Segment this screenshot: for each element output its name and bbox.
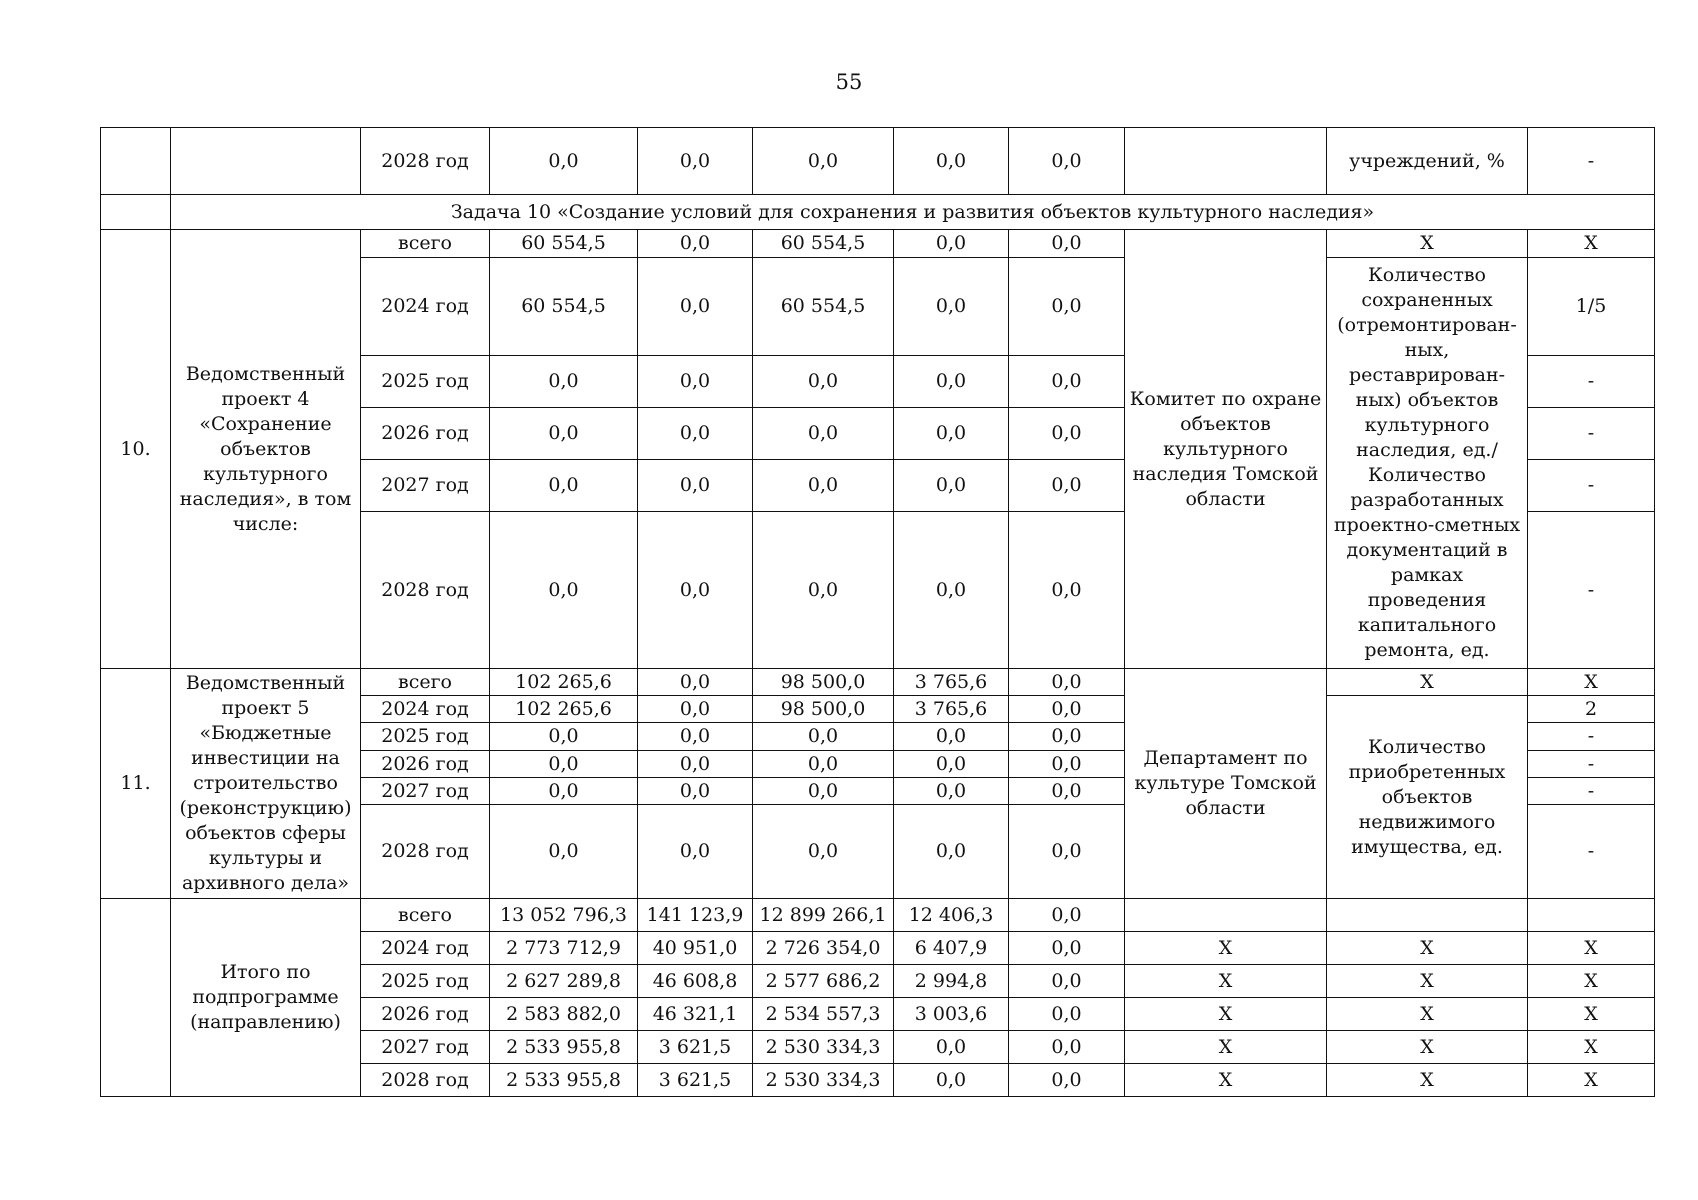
value-cell: 0,0	[1009, 965, 1125, 998]
value-cell: 98 500,0	[753, 696, 894, 723]
row-number: 10.	[101, 230, 171, 669]
target-cell: 1/5	[1528, 258, 1655, 356]
x-cell: X	[1125, 998, 1327, 1031]
value-cell: 2 533 955,8	[490, 1064, 638, 1097]
target-cell: -	[1528, 778, 1655, 805]
value-cell: 0,0	[638, 723, 753, 751]
value-cell: 0,0	[894, 230, 1009, 258]
value-cell: 46 608,8	[638, 965, 753, 998]
value-cell: 2 994,8	[894, 965, 1009, 998]
value-cell: 0,0	[1009, 751, 1125, 778]
value-cell: 2 583 882,0	[490, 998, 638, 1031]
indicator-cell: Количество сохраненных (отремонтирован-ных, реставрирован-ных) объектов культурного наследия, ед./ Количество разработанных проектно-сметных документаций в рамках проведения капитального ремонта, ед.	[1327, 258, 1528, 669]
value-cell: 0,0	[490, 751, 638, 778]
value-cell: 102 265,6	[490, 696, 638, 723]
value-cell: 0,0	[753, 723, 894, 751]
indicator-cell: учреждений, %	[1327, 128, 1528, 195]
value-cell: 0,0	[753, 408, 894, 460]
value-cell: 3 621,5	[638, 1064, 753, 1097]
task-title: Задача 10 «Создание условий для сохранения и развития объектов культурного наследия»	[171, 195, 1655, 230]
value-cell: 2 530 334,3	[753, 1031, 894, 1064]
value-cell: 0,0	[638, 258, 753, 356]
value-cell: 3 621,5	[638, 1031, 753, 1064]
value-cell: 0,0	[894, 408, 1009, 460]
value-cell: 0,0	[490, 805, 638, 899]
value-cell: 60 554,5	[753, 258, 894, 356]
value-cell: 0,0	[894, 1031, 1009, 1064]
value-cell: 0,0	[1009, 128, 1125, 195]
year-cell: 2025 год	[361, 356, 490, 408]
value-cell: 60 554,5	[753, 230, 894, 258]
value-cell: 0,0	[753, 751, 894, 778]
value-cell: 0,0	[1009, 723, 1125, 751]
project-name: Ведомственный проект 4 «Сохранение объектов культурного наследия», в том числе:	[171, 230, 361, 669]
table-row	[101, 128, 1655, 195]
target-cell: -	[1528, 408, 1655, 460]
row-number: 11.	[101, 669, 171, 899]
value-cell: 0,0	[1009, 899, 1125, 932]
value-cell: 0,0	[753, 778, 894, 805]
value-cell: 0,0	[1009, 258, 1125, 356]
value-cell: 0,0	[490, 723, 638, 751]
name-cell	[171, 128, 361, 195]
value-cell: 0,0	[1009, 1031, 1125, 1064]
executor-cell	[1125, 899, 1327, 932]
target-cell: -	[1528, 723, 1655, 751]
value-cell: 0,0	[894, 258, 1009, 356]
target-cell: -	[1528, 751, 1655, 778]
x-cell: X	[1125, 1031, 1327, 1064]
x-cell: X	[1327, 1031, 1528, 1064]
page-number: 55	[835, 70, 863, 94]
value-cell: 0,0	[894, 723, 1009, 751]
target-cell: 2	[1528, 696, 1655, 723]
value-cell: 0,0	[638, 512, 753, 669]
total-name: Итого по подпрограмме (направлению)	[171, 899, 361, 1097]
value-cell: 0,0	[638, 230, 753, 258]
value-cell: 0,0	[490, 460, 638, 512]
target-cell	[1528, 899, 1655, 932]
value-cell: 3 003,6	[894, 998, 1009, 1031]
value-cell: 2 726 354,0	[753, 932, 894, 965]
value-cell: 46 321,1	[638, 998, 753, 1031]
value-cell: 0,0	[753, 805, 894, 899]
value-cell: 0,0	[753, 356, 894, 408]
value-cell: 0,0	[1009, 778, 1125, 805]
year-cell: 2025 год	[361, 723, 490, 751]
value-cell: 60 554,5	[490, 230, 638, 258]
year-cell: 2026 год	[361, 998, 490, 1031]
year-cell: 2027 год	[361, 778, 490, 805]
year-cell: всего	[361, 899, 490, 932]
value-cell: 0,0	[894, 356, 1009, 408]
value-cell: 0,0	[894, 1064, 1009, 1097]
value-cell: 0,0	[490, 408, 638, 460]
year-cell: 2027 год	[361, 460, 490, 512]
x-cell: X	[1528, 1031, 1655, 1064]
value-cell: 2 627 289,8	[490, 965, 638, 998]
value-cell: 0,0	[1009, 669, 1125, 696]
target-cell: -	[1528, 805, 1655, 899]
value-cell: 0,0	[1009, 998, 1125, 1031]
value-cell: 0,0	[638, 128, 753, 195]
year-cell: 2028 год	[361, 1064, 490, 1097]
year-cell: всего	[361, 669, 490, 696]
x-cell: X	[1327, 998, 1528, 1031]
indicator-cell	[1327, 899, 1528, 932]
value-cell: 0,0	[894, 805, 1009, 899]
year-cell: 2024 год	[361, 932, 490, 965]
value-cell: 0,0	[1009, 512, 1125, 669]
value-cell: 2 533 955,8	[490, 1031, 638, 1064]
year-cell: 2027 год	[361, 1031, 490, 1064]
year-cell: 2028 год	[361, 512, 490, 669]
year-cell: 2026 год	[361, 408, 490, 460]
value-cell: 0,0	[490, 128, 638, 195]
value-cell: 2 530 334,3	[753, 1064, 894, 1097]
x-cell: X	[1327, 932, 1528, 965]
num-cell	[101, 195, 171, 230]
value-cell: 0,0	[1009, 408, 1125, 460]
x-cell: X	[1528, 1064, 1655, 1097]
value-cell: 0,0	[1009, 230, 1125, 258]
value-cell: 0,0	[894, 128, 1009, 195]
value-cell: 0,0	[638, 408, 753, 460]
value-cell: 60 554,5	[490, 258, 638, 356]
value-cell: 0,0	[638, 778, 753, 805]
executor-cell: Департамент по культуре Томской области	[1125, 669, 1327, 899]
x-cell: X	[1528, 998, 1655, 1031]
indicator-cell: Количество приобретенных объектов недвижимого имущества, ед.	[1327, 696, 1528, 899]
year-cell: 2025 год	[361, 965, 490, 998]
executor-cell	[1125, 128, 1327, 195]
value-cell: 0,0	[638, 669, 753, 696]
value-cell: 0,0	[638, 696, 753, 723]
target-cell: -	[1528, 460, 1655, 512]
value-cell: 0,0	[894, 460, 1009, 512]
value-cell: 12 899 266,1	[753, 899, 894, 932]
value-cell: 0,0	[1009, 805, 1125, 899]
value-cell: 0,0	[1009, 696, 1125, 723]
num-cell	[101, 128, 171, 195]
target-cell: -	[1528, 128, 1655, 195]
target-cell: -	[1528, 356, 1655, 408]
value-cell: 0,0	[490, 778, 638, 805]
target-cell: X	[1528, 669, 1655, 696]
value-cell: 0,0	[894, 751, 1009, 778]
project-name: Ведомственный проект 5 «Бюджетные инвестиции на строительство (реконструкцию) объектов сферы культуры и архивного дела»	[171, 669, 361, 899]
value-cell: 3 765,6	[894, 669, 1009, 696]
value-cell: 40 951,0	[638, 932, 753, 965]
indicator-cell: X	[1327, 669, 1528, 696]
value-cell: 2 577 686,2	[753, 965, 894, 998]
x-cell: X	[1528, 965, 1655, 998]
year-cell: 2028 год	[361, 805, 490, 899]
x-cell: X	[1327, 1064, 1528, 1097]
value-cell: 0,0	[753, 512, 894, 669]
year-cell: всего	[361, 230, 490, 258]
value-cell: 12 406,3	[894, 899, 1009, 932]
x-cell: X	[1327, 965, 1528, 998]
value-cell: 2 773 712,9	[490, 932, 638, 965]
target-cell: -	[1528, 512, 1655, 669]
indicator-cell: X	[1327, 230, 1528, 258]
value-cell: 0,0	[753, 460, 894, 512]
value-cell: 0,0	[638, 356, 753, 408]
year-cell: 2024 год	[361, 696, 490, 723]
value-cell: 0,0	[894, 778, 1009, 805]
value-cell: 2 534 557,3	[753, 998, 894, 1031]
value-cell: 0,0	[638, 805, 753, 899]
value-cell: 3 765,6	[894, 696, 1009, 723]
value-cell: 0,0	[894, 512, 1009, 669]
value-cell: 102 265,6	[490, 669, 638, 696]
year-cell: 2026 год	[361, 751, 490, 778]
value-cell: 6 407,9	[894, 932, 1009, 965]
table-row	[101, 899, 1655, 932]
value-cell: 0,0	[490, 512, 638, 669]
value-cell: 0,0	[1009, 356, 1125, 408]
task-row	[101, 195, 1655, 230]
year-cell: 2028 год	[361, 128, 490, 195]
value-cell: 0,0	[490, 356, 638, 408]
value-cell: 0,0	[1009, 1064, 1125, 1097]
x-cell: X	[1528, 932, 1655, 965]
table-row	[101, 230, 1655, 258]
value-cell: 13 052 796,3	[490, 899, 638, 932]
executor-cell: Комитет по охране объектов культурного наследия Томской области	[1125, 230, 1327, 669]
value-cell: 0,0	[1009, 932, 1125, 965]
target-cell: X	[1528, 230, 1655, 258]
x-cell: X	[1125, 932, 1327, 965]
x-cell: X	[1125, 965, 1327, 998]
x-cell: X	[1125, 1064, 1327, 1097]
budget-table	[100, 127, 1655, 1097]
year-cell: 2024 год	[361, 258, 490, 356]
num-cell	[101, 899, 171, 1097]
table-row	[101, 669, 1655, 696]
value-cell: 0,0	[1009, 460, 1125, 512]
value-cell: 0,0	[638, 460, 753, 512]
value-cell: 98 500,0	[753, 669, 894, 696]
value-cell: 0,0	[753, 128, 894, 195]
value-cell: 0,0	[638, 751, 753, 778]
value-cell: 141 123,9	[638, 899, 753, 932]
